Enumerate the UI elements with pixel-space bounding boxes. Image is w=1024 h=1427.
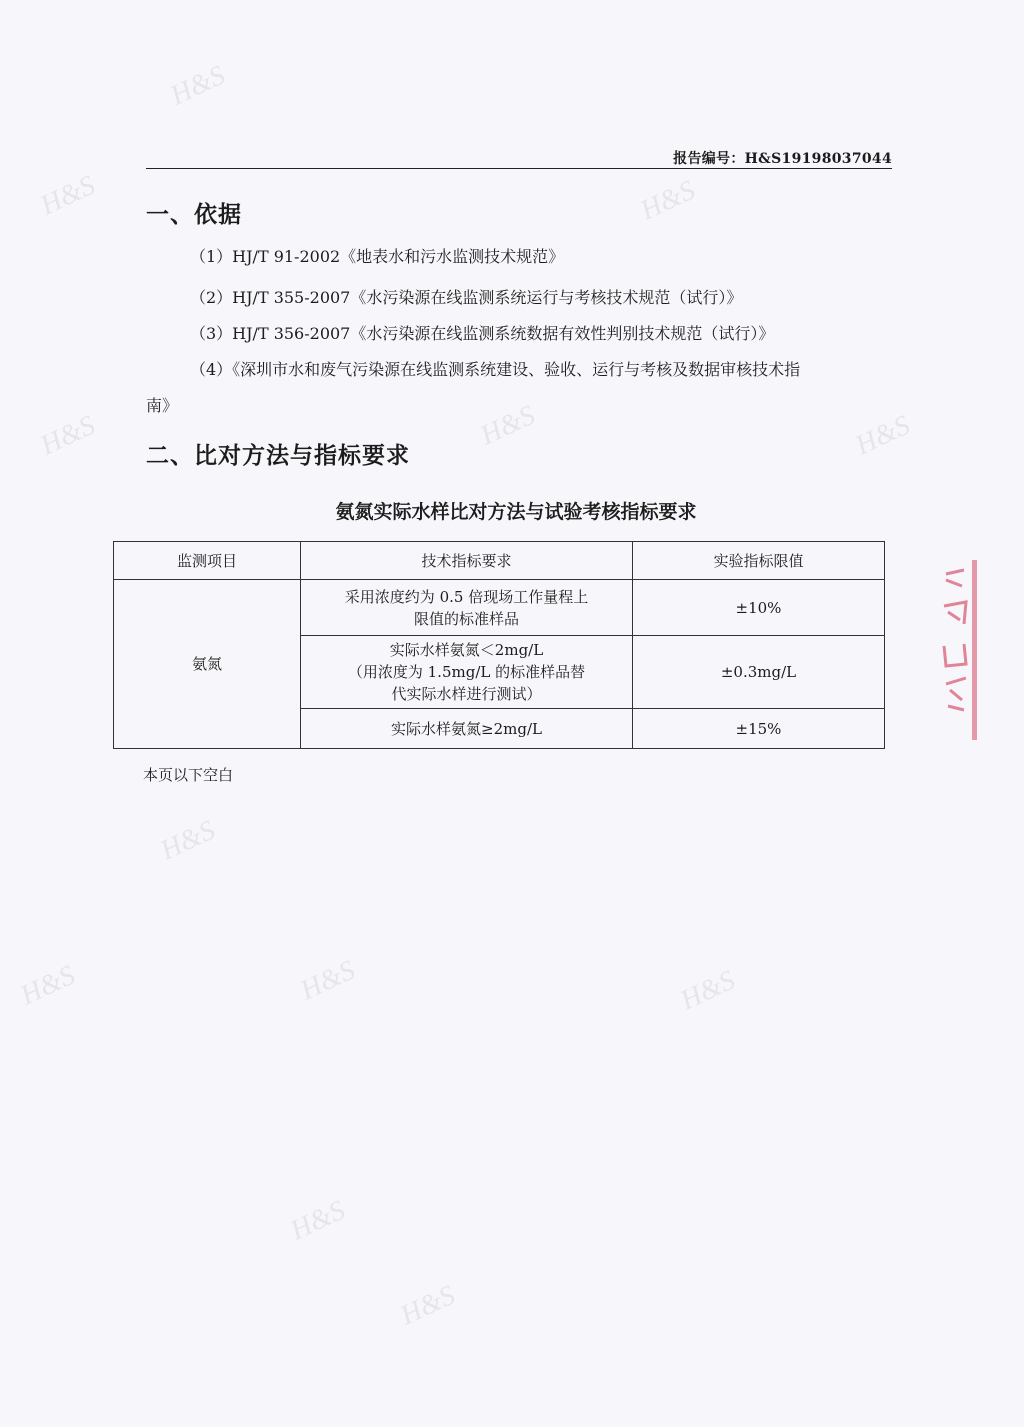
limit-cell: ±0.3mg/L: [633, 636, 885, 709]
requirement-line: 采用浓度约为 0.5 倍现场工作量程上: [344, 587, 589, 606]
reference-item-continuation: 南》: [146, 396, 179, 415]
requirement-cell: [301, 580, 633, 636]
watermark: H&S: [635, 174, 700, 227]
seal-stamp-icon: [938, 560, 972, 740]
watermark: H&S: [155, 814, 220, 867]
watermark: H&S: [285, 1194, 350, 1247]
reference-item: （3）HJ/T 356-2007《水污染源在线监测系统数据有效性判别技术规范（试行）》: [190, 324, 775, 343]
limit-cell: ±15%: [633, 709, 885, 749]
limit-cell: ±10%: [633, 580, 885, 636]
requirement-cell: [301, 709, 633, 749]
column-header: 实验指标限值: [633, 542, 885, 580]
watermark: H&S: [15, 959, 80, 1012]
table-title: 氨氮实际水样比对方法与试验考核指标要求: [335, 501, 697, 523]
column-header: 技术指标要求: [301, 542, 633, 580]
requirement-line: 代实际水样进行测试）: [391, 685, 542, 703]
blank-page-note: 本页以下空白: [143, 766, 234, 784]
watermark: H&S: [675, 964, 740, 1017]
seal-stamp-mark: [938, 560, 977, 740]
watermark: H&S: [295, 954, 360, 1007]
report-number: 报告编号：H&S19198037044: [673, 151, 892, 167]
watermark: H&S: [35, 409, 100, 462]
section-method-heading: 二、比对方法与指标要求: [146, 442, 410, 469]
reference-item: （1）HJ/T 91-2002《地表水和污水监测技术规范》: [190, 247, 565, 266]
header-divider: [146, 168, 892, 169]
watermark: H&S: [165, 59, 230, 112]
requirement-line: 实际水样氨氮＜2mg/L: [389, 641, 544, 659]
table-header-row: [114, 542, 885, 580]
monitoring-item-cell: 氨氮: [114, 580, 301, 749]
reference-item: （2）HJ/T 355-2007《水污染源在线监测系统运行与考核技术规范（试行）》: [190, 288, 743, 307]
section-basis-heading: 一、依据: [146, 201, 242, 228]
watermark: H&S: [475, 399, 540, 452]
table-row: [114, 580, 885, 636]
requirement-line: 限值的标准样品: [413, 609, 519, 628]
watermark: H&S: [35, 169, 100, 222]
requirement-cell: [301, 636, 633, 709]
watermark: H&S: [850, 409, 915, 462]
column-header: 监测项目: [114, 542, 301, 580]
requirement-line: （用浓度为 1.5mg/L 的标准样品替: [347, 663, 586, 681]
watermark: H&S: [395, 1279, 460, 1332]
requirement-line: 实际水样氨氮≥2mg/L: [391, 719, 542, 738]
requirements-table: [113, 541, 885, 749]
reference-item: （4）《深圳市水和废气污染源在线监测系统建设、验收、运行与考核及数据审核技术指: [190, 360, 801, 379]
